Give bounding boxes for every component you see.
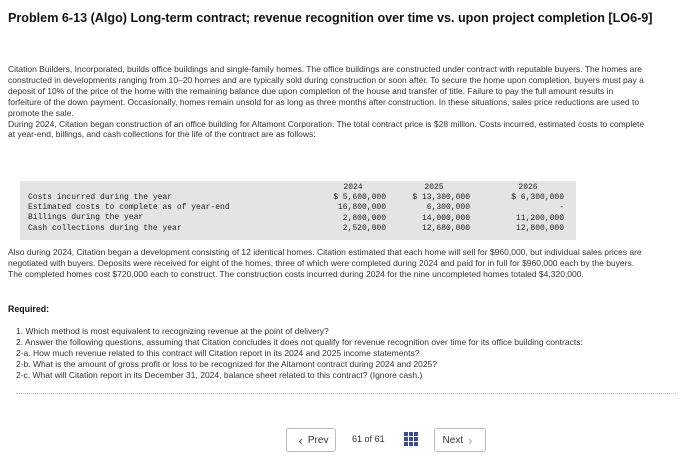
column-header-2024: 2024 xyxy=(343,183,363,192)
table-row-labels xyxy=(28,193,230,234)
grid-icon[interactable] xyxy=(404,432,418,446)
current-page: 61 xyxy=(352,434,363,444)
table-cell: 12,680,000 xyxy=(421,223,470,233)
cut-off-text-divider xyxy=(16,393,676,397)
table-cell: 16,800,000 xyxy=(337,203,386,213)
table-column-2025 xyxy=(398,183,470,234)
during-paragraph: During 2024, Citation began construction of an office building for Altamont Corporation. The total contract price is $28 million. Costs incurred, estimated costs to complete at year-end, billings, and cash collections for the life of the contract are as follows: xyxy=(8,118,645,140)
column-header-2025: 2025 xyxy=(424,183,444,192)
table-cell: 12,800,000 xyxy=(515,223,564,233)
column-header-2026: 2026 xyxy=(518,183,538,192)
pagination-bar xyxy=(282,428,492,454)
table-cell: $ 5,600,000 xyxy=(333,193,386,203)
page-indicator xyxy=(352,434,385,444)
question-list xyxy=(16,326,656,381)
table-cell: 6,300,000 xyxy=(426,203,470,213)
contract-data-table xyxy=(20,181,576,240)
intro-paragraph: Citation Builders, Incorporated, builds office buildings and single-family homes. The office buildings are constructed under contract with reputable buyers. The homes are constructed in developments ranging from 10–20 homes and are typically sold during construction or soon after. To secure the home upon completion, buyers must pay a deposit of 10% of the price of the home with the remaining balance due upon completion of the house and transfer of title. Failure to pay the full amount results in forfeiture of the down payment. Occasionally, homes remain unsold for as long as three months after construction. In these situations, sales price reductions are used to promote the sale. xyxy=(8,64,644,118)
table-cell: 14,000,000 xyxy=(421,213,470,223)
table-cell: $ 13,300,000 xyxy=(412,193,470,203)
table-cell: - xyxy=(559,203,564,213)
problem-title: Problem 6-13 (Algo) Long-term contract; revenue recognition over time vs. upon project completion [LO6-9] xyxy=(8,11,653,25)
table-column-2026 xyxy=(492,183,564,234)
chevron-right-icon: › xyxy=(468,432,473,448)
question-2a: 2-a. How much revenue related to this contract will Citation report in its 2024 and 2025 income statements? xyxy=(16,348,420,358)
question-2c: 2-c. What will Citation report in its December 31, 2024, balance sheet related to this contract? (Ignore cash.) xyxy=(16,370,423,380)
total-pages: 61 xyxy=(374,434,385,444)
question-2: 2. Answer the following questions, assuming that Citation concludes it does not qualify for revenue recognition over time for its office building contracts: xyxy=(16,337,583,347)
problem-intro xyxy=(8,64,648,140)
next-label: Next xyxy=(442,434,464,446)
row-label-costs-incurred: Costs incurred during the year xyxy=(28,193,173,202)
table-cell: 2,520,000 xyxy=(342,223,386,233)
row-label-cash-collections: Cash collections during the year xyxy=(28,223,182,233)
table-column-2024 xyxy=(320,183,386,234)
chevron-left-icon: ‹ xyxy=(298,432,303,448)
table-cell: 2,800,000 xyxy=(342,213,386,223)
of-label: of xyxy=(364,434,373,444)
homes-development-paragraph: Also during 2024, Citation began a development consisting of 12 identical homes. Citation estimated that each home will sell for $960,000, but individual sales prices are negotiated with buyers. Deposits were received for eight of the homes, three of which were completed during 2024 and paid for in full for $960,000 each by the buyers. The completed homes cost $720,000 each to construct. The construction costs incurred during 2024 for the nine uncompleted homes totaled $4,320,000. xyxy=(8,247,642,279)
table-cell: 11,200,000 xyxy=(515,213,564,223)
question-1: 1. Which method is most equivalent to recognizing revenue at the point of delivery? xyxy=(16,326,329,336)
prev-button[interactable] xyxy=(286,428,336,452)
next-button[interactable] xyxy=(434,428,486,452)
question-2b: 2-b. What is the amount of gross profit or loss to be recognized for the Altamont contract during 2024 and 2025? xyxy=(16,359,437,369)
row-label-estimated-costs: Estimated costs to complete as of year-end xyxy=(28,203,230,213)
prev-label: Prev xyxy=(307,434,329,446)
table-cell: $ 6,300,000 xyxy=(511,193,564,203)
row-label-billings: Billings during the year xyxy=(28,213,144,223)
required-heading: Required: xyxy=(8,304,50,314)
